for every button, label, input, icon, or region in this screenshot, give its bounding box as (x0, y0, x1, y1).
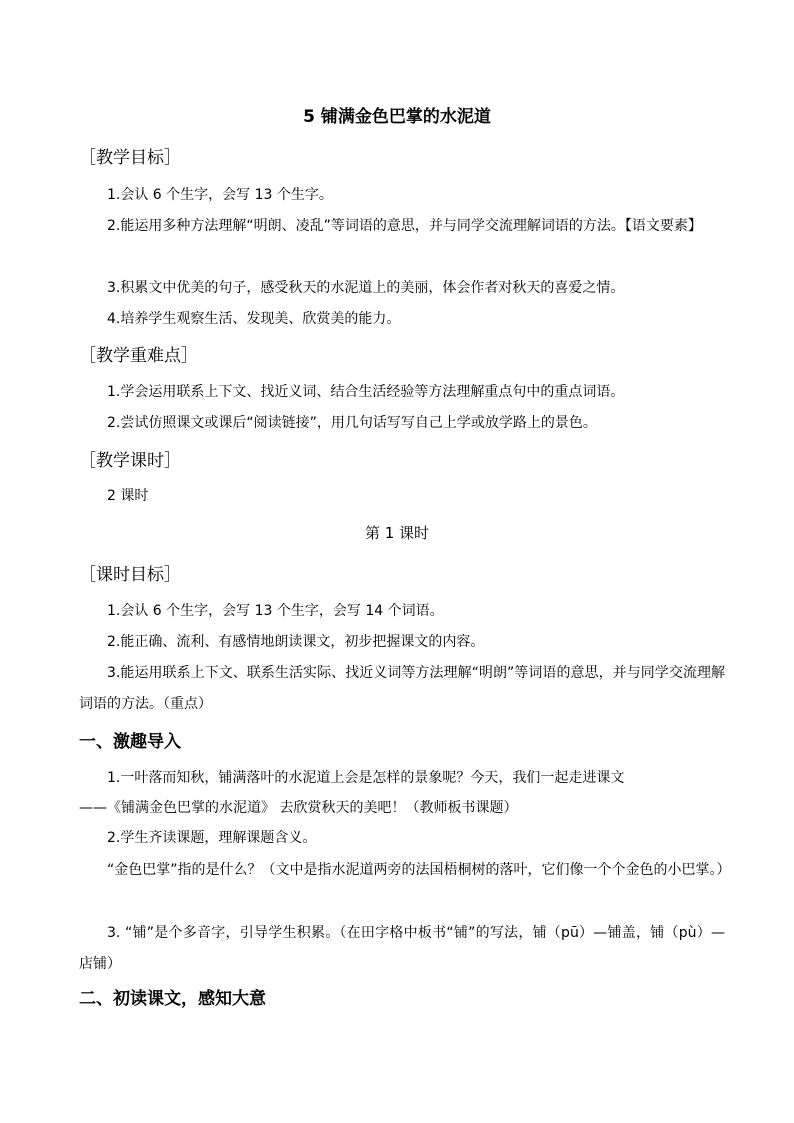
teaching-goals-heading: ［教学目标］ (79, 148, 181, 168)
key-point-item-2: 2.尝试仿照课文或课后“阅读链接”，用几句话写写自己上学或放学路上的景色。 (107, 415, 597, 431)
lesson-title: 第 1 课时 (364, 524, 430, 542)
teaching-hours-heading: ［教学课时］ (79, 451, 181, 471)
key-point-item-1: 1.学会运用联系上下文、找近义词、结合生活经验等方法理解重点句中的重点词语。 (107, 384, 625, 400)
teaching-goal-item-1: 1.会认 6 个生字，会写 13 个生字。 (107, 187, 333, 203)
teaching-hours-value: 2 课时 (107, 488, 149, 504)
part1-paragraph-2: 2.学生齐读课题，理解课题含义。 (107, 830, 317, 846)
lesson-goal-item-3: 3.能运用联系上下文、联系生活实际、找近义词等方法理解“明朗”等词语的意思，并与同学交流理解词语的方法。（重点） (79, 665, 725, 712)
part2-heading: 二、初读课文，感知大意 (79, 989, 266, 1009)
teaching-goal-item-2: 2.能运用多种方法理解“明朗、凌乱”等词语的意思，并与同学交流理解词语的方法。【语文要素】 (107, 218, 702, 234)
lesson-goal-item-1: 1.会认 6 个生字，会写 13 个生字，会写 14 个词语。 (107, 603, 444, 619)
part1-heading: 一、激趣导入 (79, 732, 181, 752)
part1-paragraph-4: 3. “铺”是个多音字，引导学生积累。（在田字格中板书“铺”的写法，铺（pū）—铺盖，铺（pù）—店铺） (79, 925, 725, 972)
part1-paragraph-1-line-1: 1.一叶落而知秋，铺满落叶的水泥道上会是怎样的景象呢？今天，我们一起走进课文 (107, 770, 625, 786)
key-points-heading: ［教学重难点］ (79, 346, 198, 366)
lesson-goal-item-2: 2.能正确、流利、有感情地朗读课文，初步把握课文的内容。 (107, 634, 485, 650)
part1-paragraph-1-line-2: ——《铺满金色巴掌的水泥道》 去欣赏秋天的美吧！（教师板书课题） (79, 800, 518, 816)
part1-paragraph-3: “金色巴掌”指的是什么？（文中是指水泥道两旁的法国梧桐树的落叶，它们像一个个金色的小巴掌。） (107, 862, 731, 878)
teaching-goal-item-3: 3.积累文中优美的句子，感受秋天的水泥道上的美丽，体会作者对秋天的喜爱之情。 (107, 280, 625, 296)
document-title: 5 铺满金色巴掌的水泥道 (303, 107, 491, 127)
teaching-goal-item-4: 4.培养学生观察生活、发现美、欣赏美的能力。 (107, 311, 401, 327)
lesson-goals-heading: ［课时目标］ (79, 565, 181, 585)
